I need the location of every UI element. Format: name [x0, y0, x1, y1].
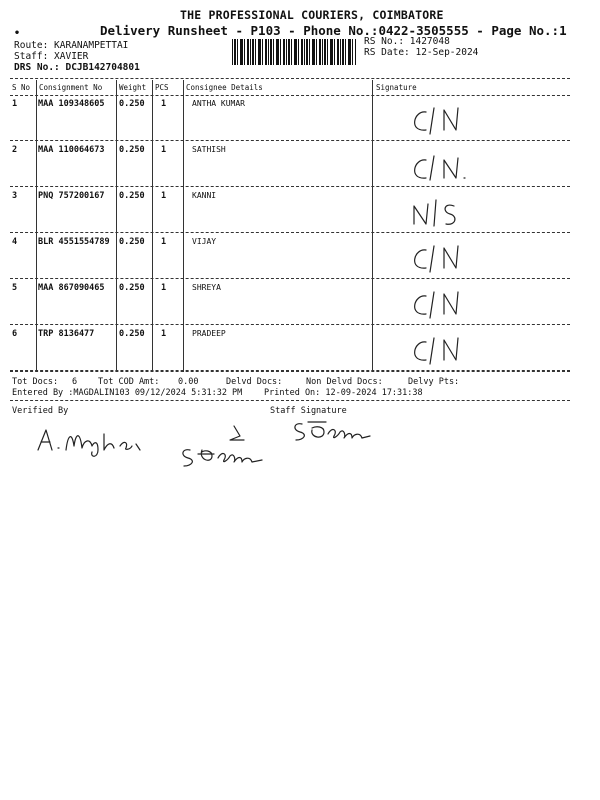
row-consignee: SATHISH	[192, 145, 226, 154]
row-pcs: 1	[161, 191, 167, 201]
row-signature-mark	[400, 242, 480, 274]
row-weight: 0.250	[119, 191, 145, 201]
row-consignment: MAA 867090465	[38, 283, 105, 293]
header-signature: Signature	[376, 83, 417, 92]
row-pcs: 1	[161, 237, 167, 247]
barcode-bar	[298, 39, 299, 65]
barcode-bar	[330, 39, 333, 65]
row-consignee: PRADEEP	[192, 329, 226, 338]
printed-on: Printed On: 12-09-2024 17:31:38	[264, 388, 423, 398]
header-sno: S No	[12, 83, 31, 92]
row-consignment: MAA 110064673	[38, 145, 105, 155]
barcode-bar	[334, 39, 335, 65]
barcode-bar	[309, 39, 310, 65]
company-name: THE PROFESSIONAL COURIERS, COIMBATORE	[180, 8, 444, 22]
barcode-bar	[240, 39, 243, 65]
row-consignment: TRP 8136477	[38, 329, 95, 339]
barcode-bar	[337, 39, 339, 65]
header-mark: •	[14, 28, 21, 39]
header-pcs: PCS	[155, 83, 169, 92]
row-consignee: KANNI	[192, 191, 217, 200]
delvd-docs-label: Delvd Docs:	[226, 377, 283, 387]
row-weight: 0.250	[119, 99, 145, 109]
verifier-signature	[32, 420, 164, 460]
row-separator	[10, 186, 570, 187]
barcode-bar	[348, 39, 351, 65]
row-separator	[10, 140, 570, 141]
staff-signature-right	[290, 416, 374, 446]
row-consignee: SHREYA	[192, 283, 221, 292]
row-sno: 3	[12, 191, 18, 201]
barcode-bar	[301, 39, 303, 65]
route-label: Route: KARANAMPETTAI	[14, 40, 129, 51]
header-consignment: Consignment No	[39, 83, 103, 92]
barcode-image	[232, 39, 356, 65]
barcode-bar	[237, 39, 238, 65]
barcode-bar	[345, 39, 346, 65]
barcode-bar	[232, 39, 233, 65]
row-sno: 1	[12, 99, 18, 109]
row-pcs: 1	[161, 145, 167, 155]
row-pcs: 1	[161, 99, 167, 109]
barcode-bar	[268, 39, 269, 65]
barcode-bar	[252, 39, 254, 65]
barcode-bar	[342, 39, 344, 65]
tot-cod-label: Tot COD Amt:	[98, 377, 160, 387]
barcode-bar	[322, 39, 323, 65]
footer-rule	[10, 400, 570, 401]
row-pcs: 1	[161, 283, 167, 293]
table-row	[10, 326, 570, 372]
table-bottom-rule	[10, 371, 570, 372]
header-weight: Weight	[119, 83, 147, 92]
row-pcs: 1	[161, 329, 167, 339]
barcode-bar	[319, 39, 321, 65]
barcode-bar	[273, 39, 274, 65]
barcode-bar	[280, 39, 281, 65]
row-consignment: BLR 4551554789	[38, 237, 110, 247]
row-weight: 0.250	[119, 145, 145, 155]
row-weight: 0.250	[119, 283, 145, 293]
table-row	[10, 142, 570, 188]
barcode-bar	[234, 39, 236, 65]
barcode-bar	[288, 39, 290, 65]
barcode-bar	[291, 39, 292, 65]
table-row	[10, 96, 570, 142]
runsheet-title: Delivery Runsheet - P103 - Phone No.:0422-3505555 - Page No.:1	[100, 23, 567, 38]
row-signature-mark	[400, 196, 480, 228]
barcode-bar	[306, 39, 308, 65]
barcode-bar	[255, 39, 256, 65]
rs-date: RS Date: 12-Sep-2024	[364, 47, 479, 58]
delvy-pts-label: Delvy Pts:	[408, 377, 460, 387]
row-signature-mark	[400, 104, 480, 136]
barcode-bar	[316, 39, 317, 65]
row-consignment: PNQ 757200167	[38, 191, 105, 201]
barcode-bar	[327, 39, 328, 65]
non-delvd-docs-label: Non Delvd Docs:	[306, 377, 383, 387]
tot-cod-value: 0.00	[178, 377, 199, 387]
barcode-bar	[286, 39, 287, 65]
table-row	[10, 188, 570, 234]
tot-docs-label: Tot Docs:	[12, 377, 59, 387]
barcode-bar	[265, 39, 267, 65]
row-consignee: VIJAY	[192, 237, 217, 246]
tot-docs-value: 6	[72, 377, 78, 387]
row-signature-mark	[400, 334, 480, 366]
barcode-bar	[312, 39, 315, 65]
row-signature-mark	[400, 150, 480, 182]
barcode-bar	[304, 39, 305, 65]
drs-number: DRS No.: DCJB142704801	[14, 62, 140, 73]
barcode-bar	[244, 39, 245, 65]
barcode-bar	[340, 39, 341, 65]
barcode-bar	[283, 39, 285, 65]
row-sno: 6	[12, 329, 18, 339]
verified-by-label: Verified By	[12, 406, 69, 416]
row-sno: 5	[12, 283, 18, 293]
row-consignment: MAA 109348605	[38, 99, 105, 109]
row-sno: 4	[12, 237, 18, 247]
barcode-bar	[324, 39, 326, 65]
barcode-bar	[247, 39, 249, 65]
barcode-bar	[270, 39, 272, 65]
staff-label: Staff: XAVIER	[14, 51, 89, 62]
row-weight: 0.250	[119, 329, 145, 339]
staff-signature-label: Staff Signature	[270, 406, 347, 416]
row-signature-mark	[400, 288, 480, 320]
table-row	[10, 280, 570, 326]
staff-signature-left	[178, 420, 272, 470]
entered-by: Entered By :MAGDALIN103 09/12/2024 5:31:32 PM	[12, 388, 243, 398]
row-consignee: ANTHA KUMAR	[192, 99, 245, 108]
barcode-bar	[276, 39, 279, 65]
barcode-bar	[258, 39, 261, 65]
barcode-bar	[294, 39, 297, 65]
row-separator	[10, 278, 570, 279]
row-weight: 0.250	[119, 237, 145, 247]
barcode-bar	[355, 39, 356, 65]
table-row	[10, 234, 570, 280]
table-top-rule	[10, 78, 570, 79]
row-separator	[10, 324, 570, 325]
header-consignee: Consignee Details	[186, 83, 263, 92]
barcode-bar	[352, 39, 353, 65]
rs-number: RS No.: 1427048	[364, 36, 450, 47]
row-separator	[10, 232, 570, 233]
barcode-bar	[250, 39, 251, 65]
row-sno: 2	[12, 145, 18, 155]
barcode-bar	[262, 39, 263, 65]
